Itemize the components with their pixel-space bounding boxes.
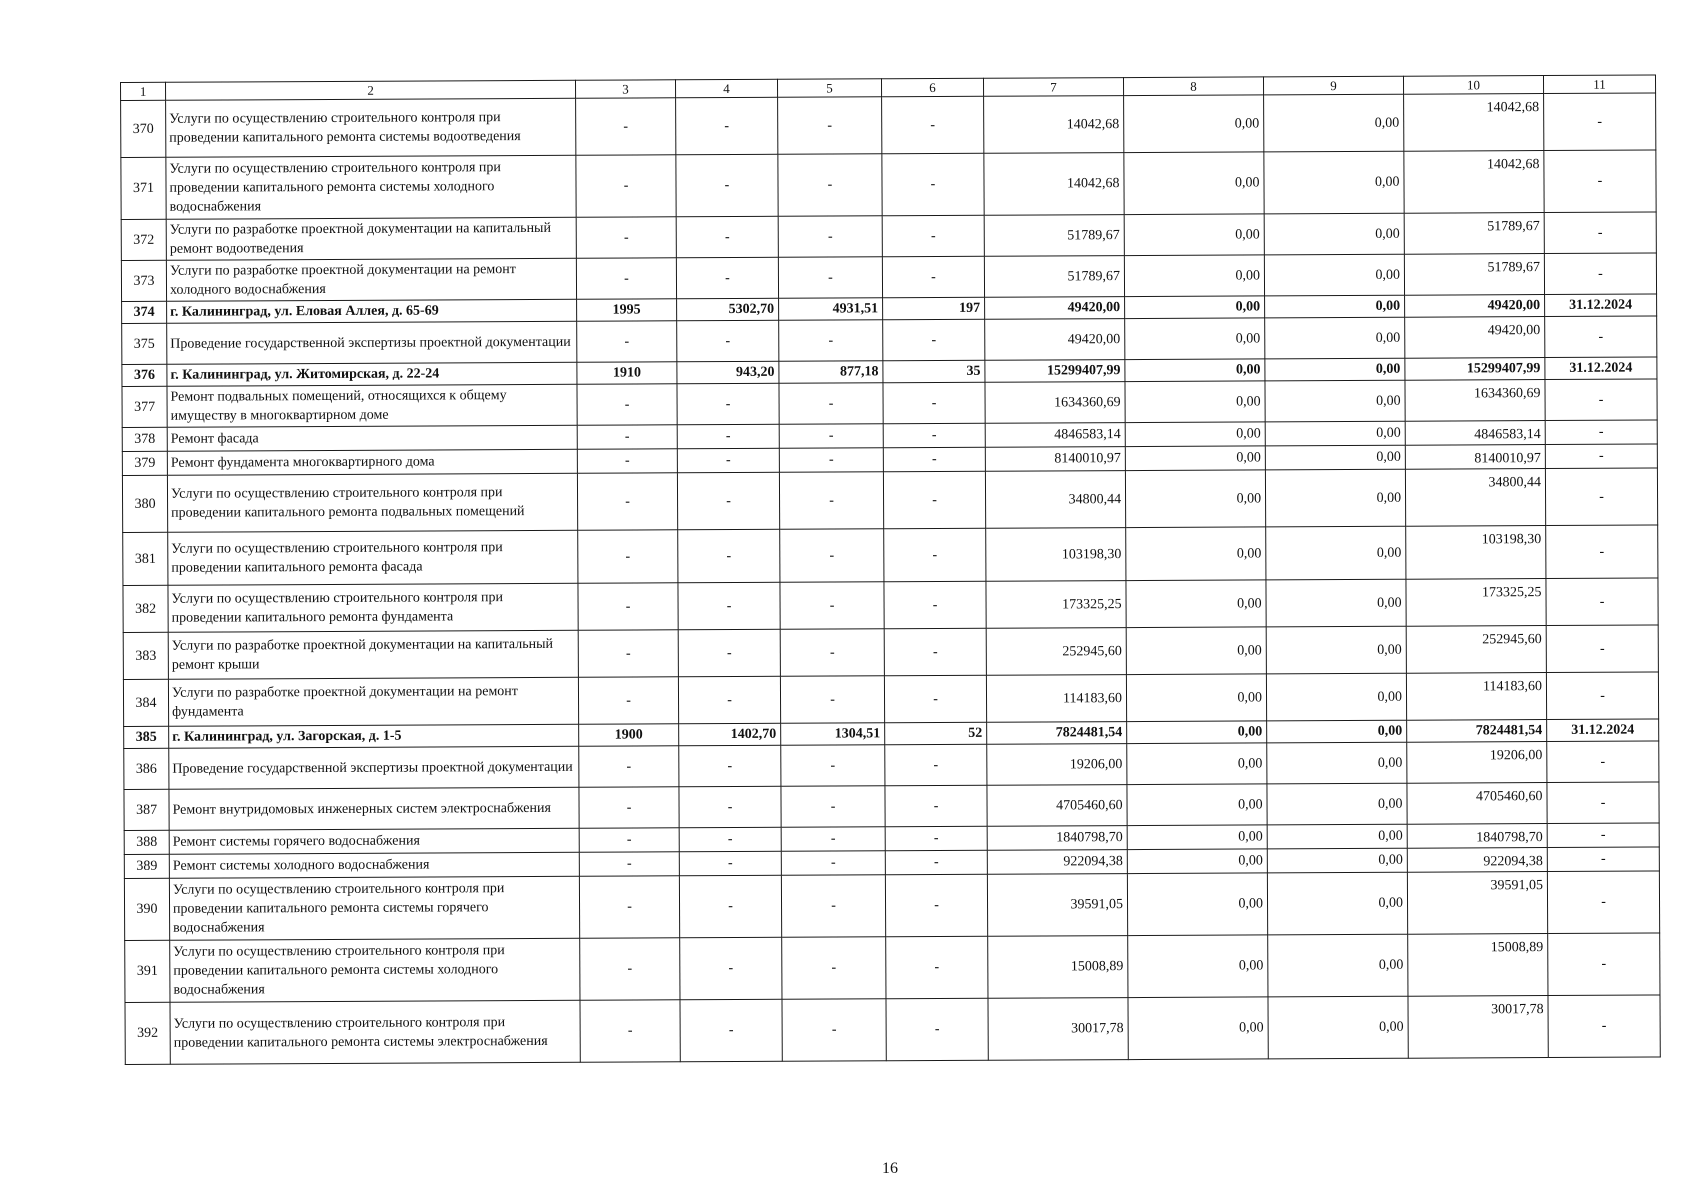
- cell-col-6: -: [884, 675, 986, 722]
- cell-col-6: -: [883, 319, 985, 360]
- row-number: 389: [124, 854, 169, 878]
- row-number: 374: [122, 301, 167, 323]
- cell-col-3: -: [576, 217, 676, 258]
- cell-col-8: 0,00: [1127, 721, 1267, 744]
- column-number: 2: [166, 80, 576, 100]
- table-row: [121, 150, 1656, 220]
- row-number: 376: [122, 364, 167, 386]
- cell-col-3: -: [580, 938, 680, 1000]
- table-row: [125, 933, 1660, 1003]
- cell-col-9: 0,00: [1265, 469, 1405, 527]
- cell-col-9: 0,00: [1267, 742, 1407, 784]
- column-number: 4: [675, 79, 777, 97]
- column-number: 6: [881, 78, 983, 96]
- cell-col-5: -: [780, 582, 884, 630]
- cell-col-7: 49420,00: [985, 319, 1125, 361]
- cell-col-3: -: [577, 449, 677, 473]
- cell-col-5: -: [778, 97, 882, 155]
- cell-col-6: -: [885, 874, 987, 936]
- cell-col-9: 0,00: [1266, 626, 1406, 674]
- cell-col-8: 0,00: [1127, 743, 1267, 785]
- cell-col-9: 0,00: [1265, 445, 1405, 470]
- cell-col-3: -: [578, 630, 678, 677]
- cell-col-7: 7824481,54: [987, 722, 1127, 745]
- column-number: 5: [777, 79, 881, 98]
- work-description: Услуги по разработке проектной документации на ремонт холодного водоснабжения: [166, 258, 576, 301]
- cell-col-6: -: [886, 936, 988, 998]
- cell-col-6: 52: [885, 722, 987, 744]
- cell-col-10: 14042,68: [1404, 94, 1544, 152]
- cell-col-9: 0,00: [1268, 996, 1408, 1059]
- cell-col-3: -: [577, 321, 677, 362]
- cell-col-5: -: [778, 257, 882, 299]
- work-description: Услуги по разработке проектной документации на капитальный ремонт крыши: [168, 630, 578, 679]
- page-number: 16: [882, 1160, 898, 1177]
- cell-col-3: -: [578, 677, 678, 724]
- work-description: Ремонт фасада: [167, 425, 577, 451]
- address-cell: г. Калининград, ул. Житомирская, д. 22-24: [167, 362, 577, 386]
- row-number: 383: [123, 632, 168, 679]
- cell-col-6: -: [885, 744, 987, 785]
- cell-col-9: 0,00: [1265, 380, 1405, 422]
- cell-col-11: -: [1547, 871, 1659, 934]
- cell-col-10: 922094,38: [1407, 848, 1547, 873]
- table-row: [121, 93, 1656, 158]
- row-number: 373: [121, 260, 166, 301]
- cell-col-10: 30017,78: [1408, 996, 1548, 1059]
- cell-col-5: -: [781, 851, 885, 876]
- cell-col-5: -: [780, 629, 884, 677]
- row-number: 387: [124, 789, 169, 830]
- cell-col-4: -: [677, 424, 779, 448]
- cell-col-8: 0,00: [1126, 580, 1266, 628]
- column-number: 9: [1263, 76, 1403, 95]
- column-number: 7: [983, 78, 1123, 97]
- work-description: Услуги по осуществлению строительного контроля при проведении капитального ремонта фундамента: [168, 583, 578, 632]
- cell-col-6: -: [882, 215, 984, 256]
- cell-col-10: 15008,89: [1408, 934, 1548, 997]
- cell-col-3: 1900: [579, 724, 679, 746]
- cell-col-3: -: [579, 828, 679, 852]
- work-description: Услуги по осуществлению строительного контроля при проведении капитального ремонта фасада: [168, 530, 578, 585]
- cell-col-7: 15008,89: [988, 936, 1128, 999]
- work-description: Услуги по осуществлению строительного контроля при проведении капитального ремонта подвальных помещений: [167, 473, 577, 532]
- cell-col-8: 0,00: [1125, 422, 1265, 447]
- cell-col-5: -: [779, 448, 883, 473]
- cell-col-5: 4931,51: [779, 298, 883, 321]
- row-number: 392: [125, 1002, 170, 1064]
- row-number: 388: [124, 830, 169, 854]
- work-description: Ремонт системы холодного водоснабжения: [169, 852, 579, 878]
- table-row: [123, 525, 1658, 586]
- cell-col-4: -: [679, 745, 781, 786]
- cell-col-11: -: [1548, 933, 1660, 996]
- cell-col-7: 922094,38: [987, 850, 1127, 875]
- cell-col-3: -: [579, 787, 679, 828]
- cell-col-5: 1304,51: [781, 723, 885, 746]
- cell-col-7: 15299407,99: [985, 360, 1125, 383]
- row-number: 386: [124, 748, 169, 789]
- cell-col-10: 252945,60: [1406, 626, 1546, 674]
- cell-col-9: 0,00: [1264, 213, 1404, 255]
- cell-col-11: -: [1545, 379, 1657, 421]
- cell-col-8: 0,00: [1124, 214, 1264, 256]
- work-description: Услуги по осуществлению строительного контроля при проведении капитального ремонта системы водоотведения: [166, 98, 576, 157]
- row-number: 377: [122, 386, 167, 427]
- cell-col-9: 0,00: [1265, 421, 1405, 446]
- cell-col-8: 0,00: [1127, 849, 1267, 874]
- cell-col-9: 0,00: [1267, 824, 1407, 849]
- cell-col-11: 31.12.2024: [1545, 357, 1657, 380]
- cell-col-11: -: [1545, 444, 1657, 469]
- cell-col-11: -: [1544, 150, 1656, 213]
- cell-col-10: 14042,68: [1404, 151, 1544, 214]
- cell-col-5: -: [781, 745, 885, 787]
- work-description: Ремонт внутридомовых инженерных систем электроснабжения: [169, 787, 579, 830]
- work-description: Услуги по осуществлению строительного контроля при проведении капитального ремонта системы горячего водоснабжения: [169, 876, 579, 940]
- cell-col-5: -: [778, 216, 882, 258]
- cell-col-7: 1840798,70: [987, 826, 1127, 851]
- cell-col-7: 252945,60: [986, 628, 1126, 676]
- cell-col-7: 51789,67: [984, 256, 1124, 298]
- work-description: Проведение государственной экспертизы проектной документации: [167, 321, 577, 364]
- table-row: [123, 625, 1658, 680]
- row-number: 385: [124, 726, 169, 748]
- row-number: 382: [123, 585, 168, 632]
- cell-col-6: -: [883, 447, 985, 471]
- cell-col-11: -: [1546, 625, 1658, 673]
- cell-col-8: 0,00: [1124, 152, 1264, 215]
- cell-col-4: -: [677, 383, 779, 424]
- work-description: Услуги по осуществлению строительного контроля при проведении капитального ремонта системы холодного водоснабжения: [170, 938, 580, 1002]
- table-row: [125, 995, 1660, 1065]
- cell-col-8: 0,00: [1124, 95, 1264, 153]
- row-number: 384: [123, 679, 168, 726]
- cell-col-6: 35: [883, 360, 985, 382]
- cell-col-10: 4846583,14: [1405, 421, 1545, 446]
- work-description: Ремонт подвальных помещений, относящихся к общему имуществу в многоквартирном доме: [167, 384, 577, 427]
- cell-col-11: -: [1547, 847, 1659, 872]
- cell-col-6: 197: [883, 297, 985, 319]
- cell-col-8: 0,00: [1125, 359, 1265, 382]
- cell-col-3: -: [578, 530, 678, 583]
- cell-col-7: 39591,05: [987, 874, 1127, 937]
- cell-col-10: 173325,25: [1406, 579, 1546, 627]
- cell-col-8: 0,00: [1126, 627, 1266, 675]
- cell-col-9: 0,00: [1264, 254, 1404, 296]
- work-description: Ремонт фундамента многоквартирного дома: [167, 449, 577, 475]
- row-number: 372: [121, 219, 166, 260]
- cell-col-9: 0,00: [1267, 872, 1407, 935]
- cell-col-11: -: [1546, 578, 1658, 626]
- cell-col-7: 8140010,97: [985, 447, 1125, 472]
- column-number: 1: [121, 82, 166, 100]
- cell-col-5: -: [779, 383, 883, 425]
- cell-col-11: -: [1548, 995, 1660, 1058]
- cell-col-11: -: [1546, 525, 1658, 579]
- cell-col-3: -: [576, 258, 676, 299]
- cell-col-7: 14042,68: [984, 96, 1124, 154]
- cell-col-4: -: [676, 257, 778, 298]
- cell-col-4: -: [679, 827, 781, 851]
- cell-col-4: -: [676, 97, 778, 154]
- row-number: 379: [122, 451, 167, 475]
- cell-col-4: 943,20: [677, 361, 779, 383]
- cell-col-9: 0,00: [1266, 579, 1406, 627]
- cell-col-9: 0,00: [1267, 848, 1407, 873]
- column-number: 10: [1403, 76, 1543, 95]
- cell-col-5: -: [780, 529, 884, 583]
- cell-col-3: 1910: [577, 362, 677, 384]
- cell-col-7: 19206,00: [987, 744, 1127, 786]
- cell-col-9: 0,00: [1265, 358, 1405, 381]
- cell-col-6: -: [885, 850, 987, 874]
- cell-col-4: -: [680, 999, 782, 1061]
- cell-col-8: 0,00: [1124, 255, 1264, 297]
- cell-col-8: 0,00: [1128, 935, 1268, 998]
- cell-col-8: 0,00: [1126, 527, 1266, 581]
- cell-col-10: 51789,67: [1404, 254, 1544, 296]
- cell-col-5: -: [781, 827, 885, 852]
- cell-col-9: 0,00: [1265, 317, 1405, 359]
- cell-col-10: 15299407,99: [1405, 358, 1545, 381]
- cell-col-6: -: [882, 96, 984, 153]
- cell-col-9: 0,00: [1264, 151, 1404, 214]
- cell-col-7: 49420,00: [985, 297, 1125, 320]
- cell-col-11: -: [1547, 823, 1659, 848]
- cell-col-7: 14042,68: [984, 153, 1124, 216]
- cell-col-4: -: [678, 582, 780, 629]
- cell-col-8: 0,00: [1126, 674, 1266, 722]
- cell-col-8: 0,00: [1125, 446, 1265, 471]
- column-number: 3: [575, 80, 675, 98]
- address-cell: г. Калининград, ул. Еловая Аллея, д. 65-69: [167, 299, 577, 323]
- cell-col-8: 0,00: [1128, 997, 1268, 1060]
- cell-col-4: -: [678, 676, 780, 723]
- work-description: Услуги по разработке проектной документации на ремонт фундамента: [168, 677, 578, 726]
- row-number: 391: [125, 940, 170, 1002]
- cell-col-5: 877,18: [779, 361, 883, 384]
- cell-col-8: 0,00: [1127, 784, 1267, 826]
- table-body: [121, 75, 1661, 1064]
- cell-col-4: -: [680, 937, 782, 999]
- cell-col-7: 173325,25: [986, 581, 1126, 629]
- cell-col-10: 1634360,69: [1405, 380, 1545, 422]
- cell-col-11: -: [1544, 212, 1656, 254]
- cell-col-4: -: [679, 786, 781, 827]
- cell-col-10: 19206,00: [1407, 742, 1547, 784]
- cell-col-4: -: [676, 154, 778, 216]
- row-number: 378: [122, 427, 167, 451]
- cell-col-3: -: [577, 384, 677, 425]
- work-description: Ремонт системы горячего водоснабжения: [169, 828, 579, 854]
- cell-col-10: 39591,05: [1407, 872, 1547, 935]
- cell-col-10: 1840798,70: [1407, 824, 1547, 849]
- column-number: 8: [1123, 77, 1263, 96]
- cell-col-10: 49420,00: [1405, 295, 1545, 318]
- cell-col-4: -: [678, 529, 780, 582]
- work-description: Услуги по осуществлению строительного контроля при проведении капитального ремонта системы электроснабжения: [170, 1000, 580, 1064]
- cell-col-5: -: [779, 424, 883, 449]
- cell-col-5: -: [781, 875, 885, 938]
- cell-col-3: -: [579, 852, 679, 876]
- cell-col-5: -: [779, 320, 883, 362]
- cell-col-10: 103198,30: [1406, 526, 1546, 580]
- cell-col-6: -: [884, 581, 986, 628]
- cell-col-6: -: [883, 423, 985, 447]
- cell-col-9: 0,00: [1266, 526, 1406, 580]
- cell-col-11: -: [1545, 420, 1657, 445]
- work-description: Услуги по осуществлению строительного контроля при проведении капитального ремонта системы холодного водоснабжения: [166, 155, 576, 219]
- cell-col-6: -: [885, 826, 987, 850]
- cell-col-4: -: [678, 629, 780, 676]
- cell-col-8: 0,00: [1125, 296, 1265, 319]
- cell-col-11: -: [1547, 741, 1659, 783]
- cell-col-6: -: [884, 528, 986, 581]
- cell-col-5: -: [782, 937, 886, 1000]
- cell-col-9: 0,00: [1267, 720, 1407, 743]
- cell-col-5: -: [781, 786, 885, 828]
- cell-col-6: -: [883, 382, 985, 423]
- cell-col-3: -: [579, 876, 679, 938]
- cell-col-6: -: [883, 471, 985, 528]
- table-row: [122, 468, 1657, 533]
- row-number: 390: [124, 878, 169, 940]
- row-number: 371: [121, 157, 166, 219]
- cell-col-9: 0,00: [1267, 783, 1407, 825]
- column-number: 11: [1543, 75, 1655, 94]
- cell-col-10: 8140010,97: [1405, 445, 1545, 470]
- cell-col-7: 4705460,60: [987, 785, 1127, 827]
- cell-col-4: -: [676, 216, 778, 257]
- register-table: [120, 74, 1661, 1064]
- cell-col-11: -: [1546, 672, 1658, 720]
- cell-col-4: -: [679, 875, 781, 937]
- cell-col-10: 4705460,60: [1407, 783, 1547, 825]
- cell-col-8: 0,00: [1127, 873, 1267, 936]
- table-row: [123, 578, 1658, 633]
- cell-col-4: 1402,70: [679, 723, 781, 745]
- address-cell: г. Калининград, ул. Загорская, д. 1-5: [169, 724, 579, 748]
- cell-col-7: 30017,78: [988, 998, 1128, 1061]
- cell-col-7: 4846583,14: [985, 423, 1125, 448]
- work-description: Проведение государственной экспертизы проектной документации: [169, 746, 579, 789]
- cell-col-7: 51789,67: [984, 215, 1124, 257]
- cell-col-3: -: [580, 1000, 680, 1062]
- cell-col-10: 7824481,54: [1407, 720, 1547, 743]
- cell-col-7: 34800,44: [985, 471, 1125, 529]
- cell-col-9: 0,00: [1266, 673, 1406, 721]
- cell-col-11: -: [1544, 253, 1656, 295]
- cell-col-5: -: [780, 676, 884, 724]
- cell-col-10: 114183,60: [1406, 673, 1546, 721]
- row-number: 381: [123, 532, 168, 585]
- cell-col-6: -: [884, 628, 986, 675]
- cell-col-8: 0,00: [1125, 381, 1265, 423]
- cell-col-3: -: [579, 746, 679, 787]
- work-description: Услуги по разработке проектной документации на капитальный ремонт водоотведения: [166, 217, 576, 260]
- cell-col-10: 51789,67: [1404, 213, 1544, 255]
- cell-col-11: 31.12.2024: [1545, 294, 1657, 317]
- cell-col-6: -: [882, 256, 984, 297]
- row-number: 375: [122, 323, 167, 364]
- cell-col-3: 1995: [577, 299, 677, 321]
- row-number: 370: [121, 100, 166, 157]
- cell-col-11: -: [1547, 782, 1659, 824]
- cell-col-8: 0,00: [1125, 470, 1265, 528]
- cell-col-10: 34800,44: [1405, 469, 1545, 527]
- cell-col-9: 0,00: [1268, 934, 1408, 997]
- cell-col-4: -: [677, 472, 779, 529]
- table-row: [124, 871, 1659, 941]
- row-number: 380: [122, 475, 167, 532]
- cell-col-9: 0,00: [1265, 295, 1405, 318]
- cell-col-3: -: [577, 473, 677, 530]
- cell-col-5: -: [779, 472, 883, 530]
- cell-col-4: 5302,70: [677, 298, 779, 320]
- cell-col-6: -: [882, 153, 984, 215]
- cell-col-3: -: [577, 425, 677, 449]
- cell-col-3: -: [576, 98, 676, 155]
- cell-col-5: -: [782, 999, 886, 1062]
- cell-col-3: -: [576, 155, 676, 217]
- cell-col-4: -: [677, 448, 779, 472]
- cell-col-3: -: [578, 583, 678, 630]
- cell-col-6: -: [885, 785, 987, 826]
- cell-col-11: -: [1544, 93, 1656, 151]
- cell-col-7: 1634360,69: [985, 382, 1125, 424]
- table-row: [123, 672, 1658, 727]
- cell-col-4: -: [677, 320, 779, 361]
- cell-col-8: 0,00: [1127, 825, 1267, 850]
- cell-col-7: 103198,30: [986, 528, 1126, 582]
- cell-col-6: -: [886, 998, 988, 1060]
- cell-col-4: -: [679, 851, 781, 875]
- cell-col-8: 0,00: [1125, 318, 1265, 360]
- cell-col-11: 31.12.2024: [1547, 719, 1659, 742]
- cell-col-5: -: [778, 154, 882, 217]
- cell-col-11: -: [1545, 468, 1657, 526]
- cell-col-10: 49420,00: [1405, 317, 1545, 359]
- cell-col-11: -: [1545, 316, 1657, 358]
- cell-col-7: 114183,60: [986, 675, 1126, 723]
- cell-col-9: 0,00: [1264, 94, 1404, 152]
